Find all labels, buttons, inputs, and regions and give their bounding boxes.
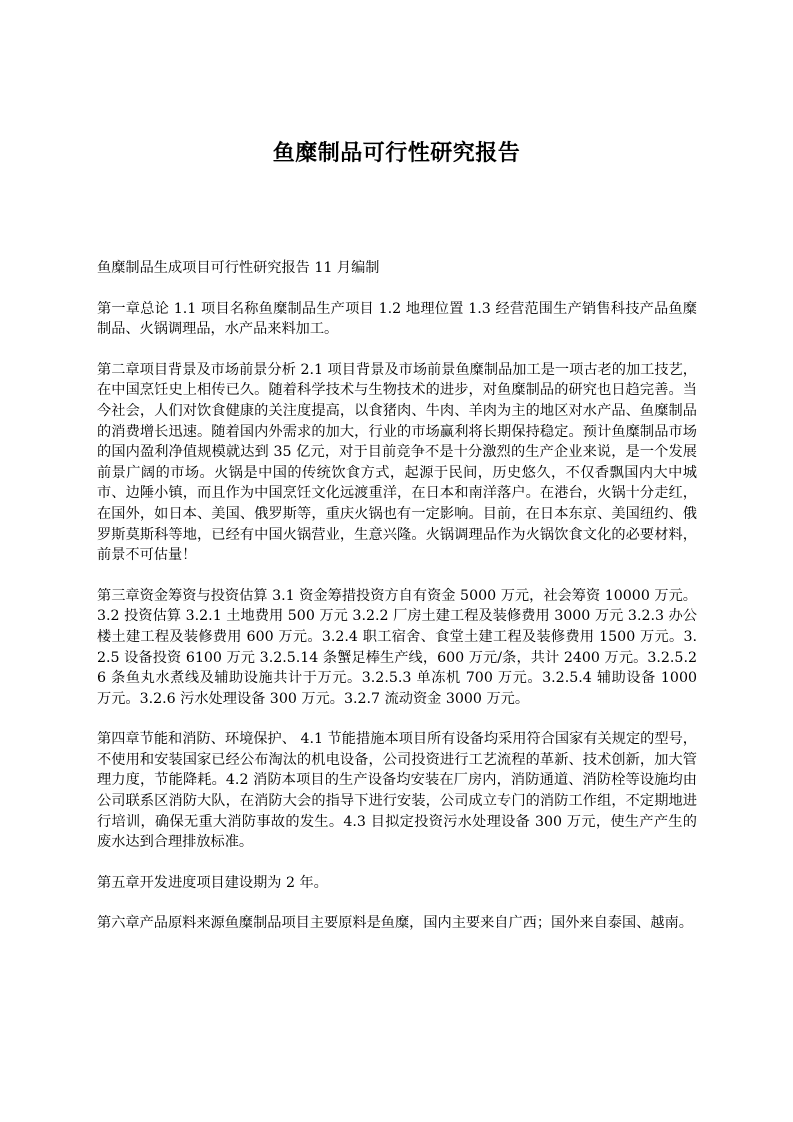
paragraph-chapter-1: 第一章总论 1.1 项目名称鱼糜制品生产项目 1.2 地理位置 1.3 经营范围生产销售科技产品鱼糜制品、火锅调理品，水产品来料加工。: [97, 300, 697, 338]
paragraph-chapter-4: 第四章节能和消防、环境保护、 4.1 节能措施本项目所有设备均采用符合国家有关规定的型号，不使用和安装国家已经公布淘汰的机电设备，公司投资进行工艺流程的革新、技术创新，加大管理力度，节能降耗。4.2 消防本项目的生产设备均安装在厂房内，消防通道、消防栓等设施均由公司联系区消防大队，在消防大会的指导下进行安装，公司成立专门的消防工作组，不定期地进行培训，确保无重大消防事故的发生。4.3 目拟定投资污水处理设备 300 万元，使生产产生的废水达到合理排放标准。: [97, 731, 697, 851]
document-body: [97, 258, 697, 954]
document-title: 鱼糜制品可行性研究报告: [272, 141, 521, 166]
paragraph-intro: 鱼糜制品生成项目可行性研究报告 11 月编制: [97, 260, 380, 276]
paragraph-chapter-5: 第五章开发进度项目建设期为 2 年。: [97, 874, 328, 891]
paragraph-chapter-3: 第三章资金筹资与投资估算 3.1 资金筹措投资方自有资金 5000 万元，社会筹资 10000 万元。3.2 投资估算 3.2.1 土地费用 500 万元 3.2.2 厂房土建工程及装修费用 3000 万元 3.2.3 办公楼土建工程及装修费用 600 万元。3.2.4 职工宿舍、食堂土建工程及装修费用 1500 万元。3.2.5 设备投资 6100 万元 3.2.5.14 条蟹足棒生产线，600 万元/条，共计 2400 万元。3.2.5.26 条鱼丸水煮线及辅助设施共计于万元。3.2.5.3 单冻机 700 万元。3.2.5.4 辅助设备 1000 万元。3.2.6 污水处理设备 300 万元。3.2.7 流动资金 3000 万元。: [97, 587, 697, 707]
paragraph-chapter-6: 第六章产品原料来源鱼糜制品项目主要原料是鱼糜，国内主要来自广西；国外来自泰国、越南。: [97, 915, 693, 932]
paragraph-chapter-2: 第二章项目背景及市场前景分析 2.1 项目背景及市场前景鱼糜制品加工是一项古老的加工技艺，在中国烹饪史上相传已久。随着科学技术与生物技术的进步，对鱼糜制品的研究也日趋完善。当今社会，人们对饮食健康的关注度提高，以食猪肉、牛肉、羊肉为主的地区对水产品、鱼糜制品的消费增长迅速。随着国内外需求的加大，行业的市场赢利将长期保持稳定。预计鱼糜制品市场的国内盈利净值规模就达到 35 亿元，对于目前竞争不是十分激烈的生产企业来说，是一个发展前景广阔的市场。火锅是中国的传统饮食方式，起源于民间，历史悠久，不仅香飘国内大中城市、边陲小镇，而且作为中国烹饪文化远渡重洋，在日本和南洋落户。在港台，火锅十分走红，在国外，如日本、美国、俄罗斯等，重庆火锅也有一定影响。目前，在日本东京、美国纽约、俄罗斯莫斯科等地，已经有中国火锅营业，生意兴隆。火锅调理品作为火锅饮食文化的必要材料，前景不可估量！: [97, 361, 697, 564]
